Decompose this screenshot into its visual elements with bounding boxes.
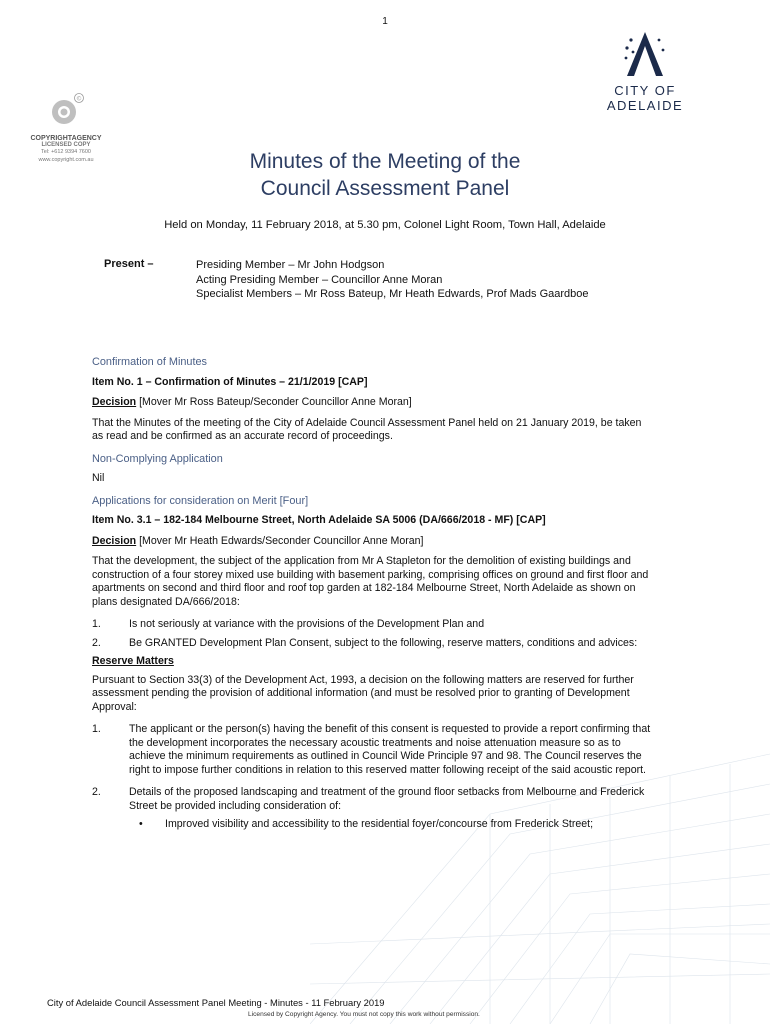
section-heading-merit: Applications for consideration on Merit [Four] bbox=[92, 494, 309, 507]
list-text: The applicant or the person(s) having the benefit of this consent is requested to provide a report confirming that the development incorporates the necessary acoustic treatments and noise attenuation measure so as to achieve the minimum requirements as outlined in Council Wide Principle 97 and 98. The Council reserves the right to impose further conditions in relation to this reserved matter following receipt of the said acoustic report. bbox=[129, 723, 651, 776]
list-number: 2. bbox=[92, 786, 101, 798]
present-member: Presiding Member – Mr John Hodgson bbox=[196, 259, 385, 271]
licensed-copy-label: LICENSED COPY bbox=[41, 142, 91, 148]
city-logo-line1: CITY OF bbox=[614, 83, 676, 98]
copyright-tel: Tel: +612 9394 7600 bbox=[40, 149, 91, 155]
list-item bbox=[92, 786, 652, 813]
page-number: 1 bbox=[382, 16, 388, 27]
bullet-dot: • bbox=[139, 818, 143, 830]
section-heading-confirmation: Confirmation of Minutes bbox=[92, 356, 208, 368]
decision-movers: [Mover Mr Ross Bateup/Seconder Councillor Anne Moran] bbox=[136, 396, 412, 408]
merit-body: That the development, the subject of the application from Mr A Stapleton for the demolition of existing buildings and construction of a four storey mixed use building with basement parking, comprising offices on ground and first floor and apartments on second and third floor and roof top garden at 182-184 Melbourne Street, North Adelaide as shown on plans designated DA/666/2018: bbox=[92, 555, 649, 608]
reserve-intro: Pursuant to Section 33(3) of the Development Act, 1993, a decision on the following matters are reserved for further assessment pending the provision of additional information (and must be resolved prior to granting of Development Approval: bbox=[92, 673, 634, 713]
bullet-text: Improved visibility and accessibility to the residential foyer/concourse from Frederick Street; bbox=[165, 818, 594, 830]
svg-text:©: © bbox=[76, 95, 82, 103]
list-number: 1. bbox=[92, 618, 101, 630]
list-text: Be GRANTED Development Plan Consent, subject to the following, reserve matters, conditions and advices: bbox=[129, 636, 638, 649]
city-logo-line2: ADELAIDE bbox=[606, 98, 684, 113]
list-item bbox=[92, 618, 652, 632]
decision-label: Decision bbox=[92, 534, 137, 547]
title-line2: Council Assessment Panel bbox=[260, 177, 510, 200]
confirmation-body: That the Minutes of the meeting of the City of Adelaide Council Assessment Panel held on 21 January 2019, be taken as read and be confirmed as an accurate record of proceedings. bbox=[92, 416, 642, 442]
present-member: Acting Presiding Member – Councillor Anne Moran bbox=[196, 273, 443, 286]
licensed-notice: Licensed by Copyright Agency. You must not copy this work without permission. bbox=[248, 1011, 480, 1018]
decision-label: Decision bbox=[92, 396, 137, 408]
item-title-merit: Item No. 3.1 – 182-184 Melbourne Street, North Adelaide SA 5006 (DA/666/2018 - MF) [CAP] bbox=[92, 514, 546, 526]
page-footer: City of Adelaide Council Assessment Panel Meeting - Minutes - 11 February 2019 bbox=[47, 997, 385, 1008]
present-label: Present – bbox=[104, 258, 154, 270]
city-of-adelaide-logo bbox=[600, 30, 690, 113]
list-text: Details of the proposed landscaping and treatment of the ground floor setbacks from Melbourne and Frederick Street be provided including consideration of: bbox=[129, 786, 645, 812]
meeting-held-info: Held on Monday, 11 February 2018, at 5.30 pm, Colonel Light Room, Town Hall, Adelaide bbox=[164, 219, 606, 231]
decision-movers: [Mover Mr Heath Edwards/Seconder Councillor Anne Moran] bbox=[136, 534, 424, 547]
bullet-item bbox=[129, 818, 652, 832]
item-title-confirmation: Item No. 1 – Confirmation of Minutes – 21/1/2019 [CAP] bbox=[92, 375, 368, 388]
minutes-content bbox=[92, 356, 652, 837]
list-number: 1. bbox=[92, 723, 101, 735]
section-heading-non-complying: Non-Complying Application bbox=[92, 452, 223, 465]
decision-merit bbox=[92, 535, 652, 549]
non-complying-body: Nil bbox=[92, 472, 105, 484]
adelaide-a-icon bbox=[623, 30, 667, 78]
title-line1: Minutes of the Meeting of the bbox=[249, 150, 521, 173]
list-text: Is not seriously at variance with the provisions of the Development Plan and bbox=[129, 618, 485, 630]
copyright-web: www.copyright.com.au bbox=[38, 157, 94, 163]
list-item bbox=[92, 723, 652, 777]
decision-confirmation bbox=[92, 396, 652, 410]
present-members-list bbox=[196, 258, 589, 302]
present-member: Specialist Members – Mr Ross Bateup, Mr Heath Edwards, Prof Mads Gaardboe bbox=[196, 288, 589, 300]
copyright-agency-brand: COPYRIGHTAGENCY bbox=[30, 135, 102, 142]
list-number: 2. bbox=[92, 636, 101, 649]
list-item bbox=[92, 637, 652, 651]
copyright-icon bbox=[46, 92, 86, 128]
reserve-matters-heading: Reserve Matters bbox=[92, 655, 174, 667]
document-title bbox=[0, 148, 770, 202]
